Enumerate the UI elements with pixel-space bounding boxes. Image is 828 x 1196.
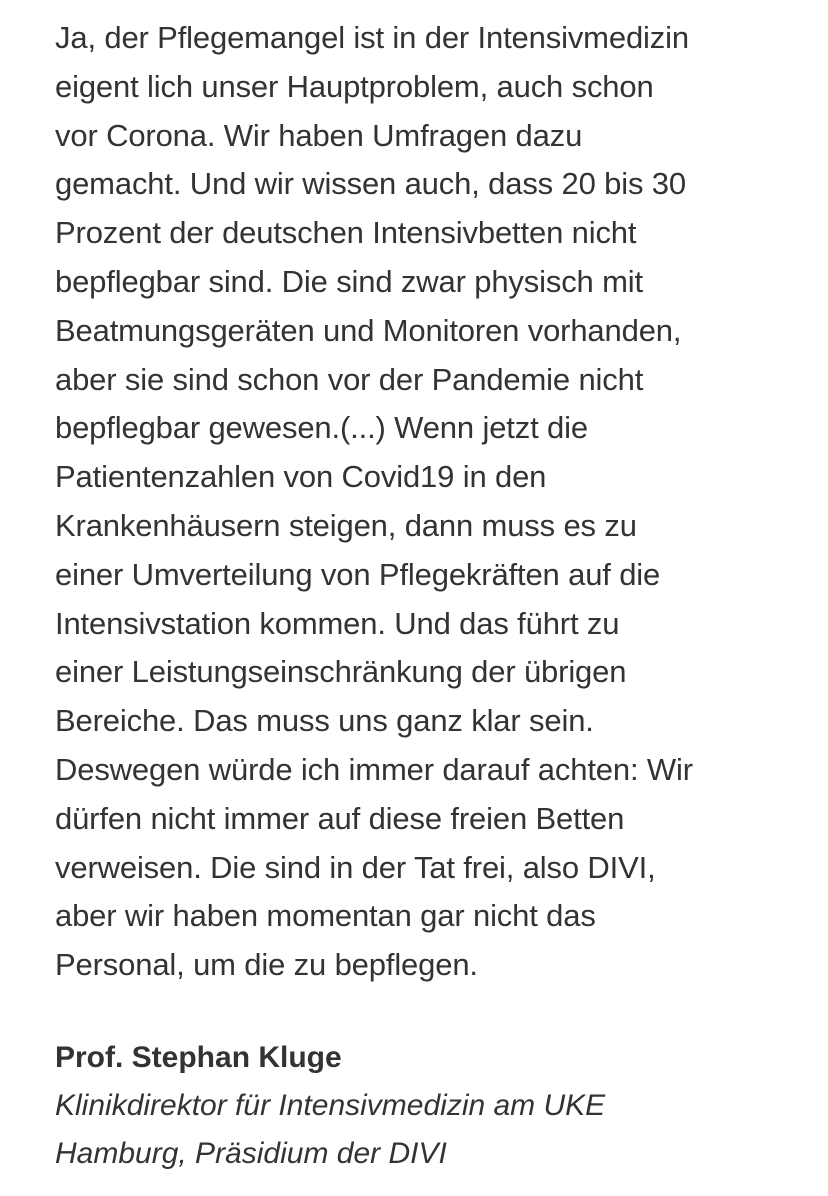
quote-line: Ja, der Pflegemangel ist in der Intensivmedizin	[55, 20, 689, 55]
quote-line: Patientenzahlen von Covid19 in den	[55, 459, 547, 495]
quote-line: gemacht. Und wir wissen auch, dass 20 bis 30	[55, 166, 686, 202]
quote-line: aber wir haben momentan gar nicht das	[55, 898, 596, 934]
quote-line: Prozent der deutschen Intensivbetten nicht	[55, 215, 637, 251]
author-title-line: Klinikdirektor für Intensivmedizin am UKE	[55, 1088, 606, 1122]
quote-line: aber sie sind schon vor der Pandemie nicht	[55, 361, 644, 397]
quote-line: bepflegbar sind. Die sind zwar physisch mit	[55, 263, 643, 299]
quote-line: dürfen nicht immer auf diese freien Betten	[55, 800, 625, 836]
quote-line: Intensivstation kommen. Und das führt zu	[55, 605, 620, 641]
quote-line: einer Leistungseinschränkung der übrigen	[55, 654, 627, 690]
quote-line: bepflegbar gewesen.(...) Wenn jetzt die	[55, 410, 588, 446]
document-page	[55, 14, 795, 1178]
quote-line: Beatmungsgeräten und Monitoren vorhanden,	[55, 312, 682, 348]
quote-line: Deswegen würde ich immer darauf achten: Wir	[55, 751, 693, 787]
quote-line: eigent lich unser Hauptproblem, auch schon	[55, 68, 654, 104]
quote-line: einer Umverteilung von Pflegekräften auf die	[55, 556, 661, 592]
quote-line: Personal, um die zu bepflegen.	[55, 947, 478, 983]
author-name: Prof. Stephan Kluge	[55, 1040, 342, 1074]
quote-text	[55, 14, 795, 990]
quote-line: Krankenhäusern steigen, dann muss es zu	[55, 507, 637, 543]
quote-line: vor Corona. Wir haben Umfragen dazu	[55, 117, 583, 153]
quote-line: Bereiche. Das muss uns ganz klar sein.	[55, 703, 594, 739]
quote-line: verweisen. Die sind in der Tat frei, also DIVI,	[55, 849, 656, 885]
author-title-line: Hamburg, Präsidium der DIVI	[55, 1136, 447, 1170]
attribution	[55, 1034, 795, 1178]
